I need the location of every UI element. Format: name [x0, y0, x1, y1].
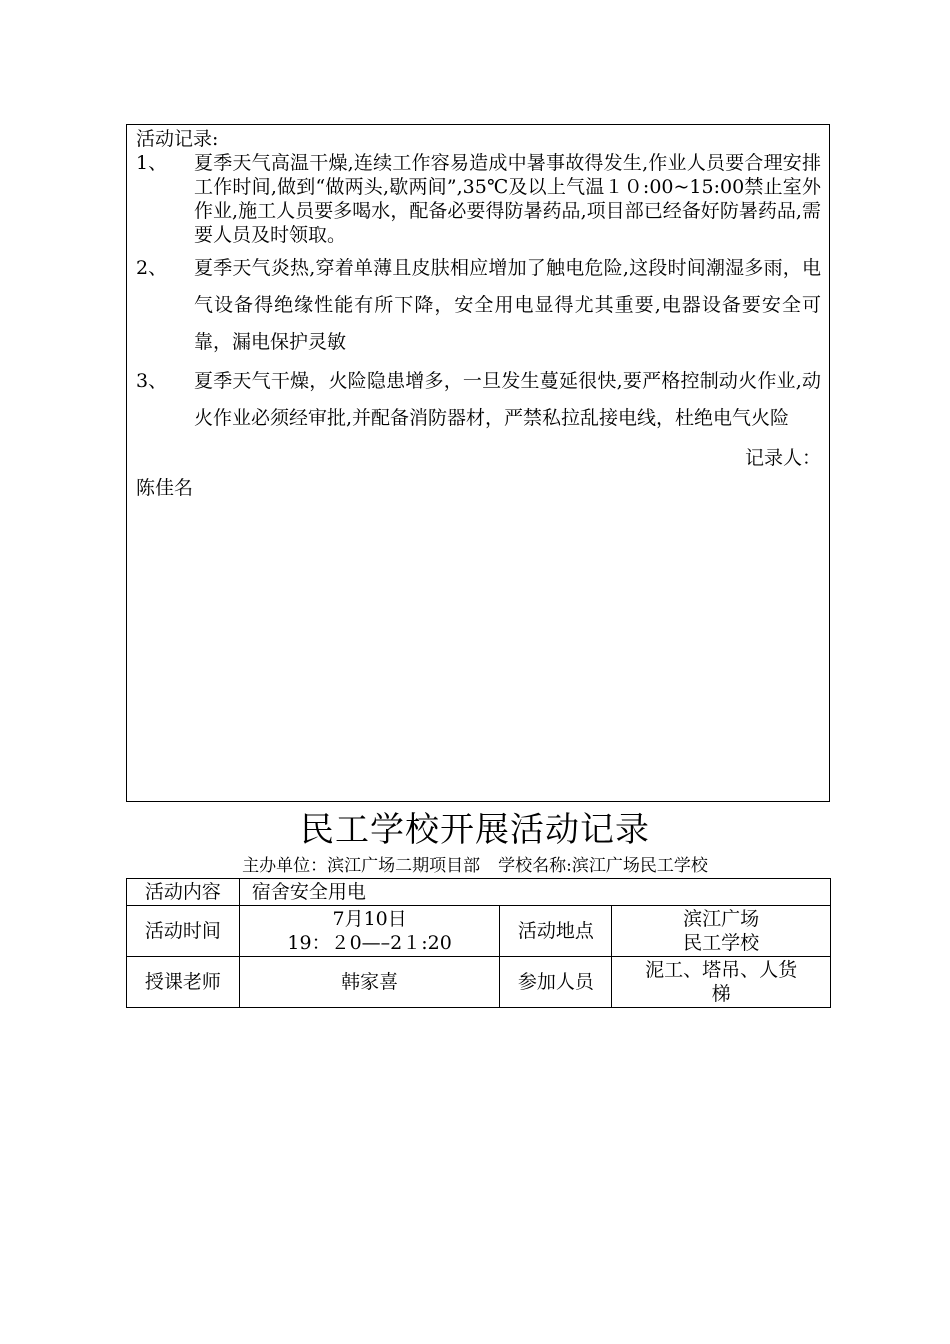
record-item-2 [136, 250, 821, 361]
participants-line-2: 梯 [711, 983, 731, 1005]
teacher-value: 韩家喜 [239, 957, 500, 1008]
activity-info-table [126, 878, 831, 1008]
organizer-text: 主办单位：滨江广场二期项目部 [242, 856, 481, 876]
record-item-text: 夏季天气高温干燥,连续工作容易造成中暑事故得发生,作业人员要合理安排工作时间,做到“做两头,歇两间”,35℃及以上气温１０:00~15:00禁止室外作业,施工人员要多喝水，配备必要得防暑药品,项目部已经备好防暑药品,需要人员及时领取。 [194, 152, 821, 246]
time-range: 19：２0—–2１:20 [287, 932, 452, 954]
record-item-number: 1、 [136, 152, 168, 174]
place-value [612, 906, 831, 957]
page-title: 民工学校开展活动记录 [300, 810, 650, 850]
table-row [127, 879, 831, 906]
table-row [127, 957, 831, 1008]
record-heading: 活动记录: [136, 128, 219, 150]
activity-record-box [126, 124, 830, 802]
time-label: 活动时间 [127, 906, 240, 957]
content-value: 宿舍安全用电 [239, 879, 830, 906]
record-item-text: 夏季天气干燥，火险隐患增多，一旦发生蔓延很快,要严格控制动火作业,动火作业必须经审批,并配备消防器材，严禁私拉乱接电线，杜绝电气火险 [194, 370, 821, 429]
subtitle [0, 855, 950, 877]
table-row [127, 906, 831, 957]
content-label: 活动内容 [127, 879, 240, 906]
time-date: 7月10日 [332, 908, 407, 930]
record-item-number: 3、 [136, 370, 168, 392]
teacher-label: 授课老师 [127, 957, 240, 1008]
record-item-text: 夏季天气炎热,穿着单薄且皮肤相应增加了触电危险,这段时间潮湿多雨，电气设备得绝缘性能有所下降，安全用电显得尤其重要,电器设备要安全可靠，漏电保护灵敏 [194, 257, 821, 353]
record-item-1 [136, 151, 821, 247]
record-item-3 [136, 363, 821, 437]
recorder-name: 陈佳名 [136, 477, 194, 499]
participants-value [612, 957, 831, 1008]
place-line-1: 滨江广场 [683, 908, 760, 930]
time-value [239, 906, 500, 957]
participants-line-1: 泥工、塔吊、人货 [645, 959, 798, 981]
participants-label: 参加人员 [500, 957, 612, 1008]
school-name-text: 学校名称:滨江广场民工学校 [498, 856, 708, 876]
recorder-label: 记录人： [744, 447, 821, 469]
place-label: 活动地点 [500, 906, 612, 957]
record-item-number: 2、 [136, 257, 168, 279]
place-line-2: 民工学校 [683, 932, 760, 954]
